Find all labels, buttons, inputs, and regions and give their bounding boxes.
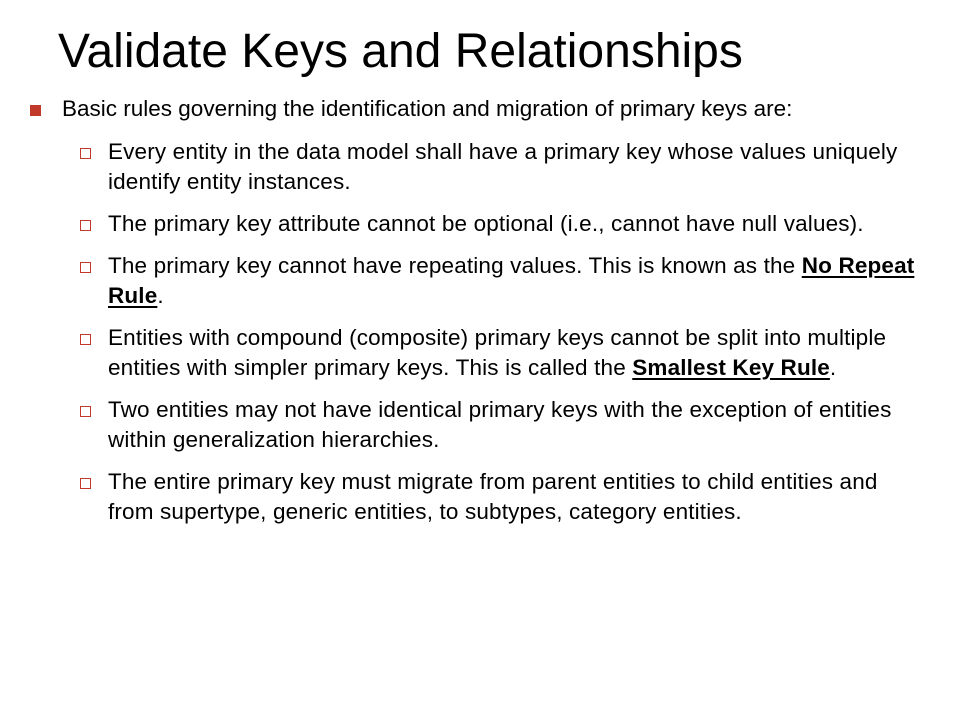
smallest-key-rule-name: Smallest Key Rule <box>632 355 830 380</box>
hollow-square-bullet-icon <box>80 148 91 159</box>
slide-title: Validate Keys and Relationships <box>58 25 743 78</box>
rule-text: The entire primary key must migrate from parent entities to child entities and from supertype, generic entities, to subtypes, category entities. <box>108 469 878 524</box>
hollow-square-bullet-icon <box>80 478 91 489</box>
rule-text-before: Entities with compound (composite) primary keys cannot be split into multiple entities with simpler primary keys. This is called the <box>108 325 887 380</box>
hollow-square-bullet-icon <box>80 262 91 273</box>
rule-item <box>28 137 928 197</box>
hollow-square-bullet-icon <box>80 334 91 345</box>
main-bullet-text: Basic rules governing the identification and migration of primary keys are: <box>62 96 793 121</box>
rule-text-after: . <box>829 355 837 380</box>
rule-text-before: The primary key cannot have repeating values. This is known as the <box>108 253 802 278</box>
rule-item <box>28 395 928 455</box>
rule-item <box>28 323 928 383</box>
rule-text: The primary key attribute cannot be optional (i.e., cannot have null values). <box>108 211 864 236</box>
rule-item <box>28 251 928 311</box>
hollow-square-bullet-icon <box>80 406 91 417</box>
hollow-square-bullet-icon <box>80 220 91 231</box>
rule-item <box>28 467 928 527</box>
main-bullet <box>28 94 928 124</box>
no-repeat-rule-name: No Repeat Rule <box>108 253 915 308</box>
square-bullet-icon <box>30 105 41 116</box>
rule-text: Every entity in the data model shall have a primary key whose values uniquely identify entity instances. <box>108 139 898 194</box>
rule-text: Two entities may not have identical primary keys with the exception of entities within generalization hierarchies. <box>108 397 892 452</box>
slide-content <box>28 94 928 539</box>
rule-text-after: . <box>157 283 164 308</box>
rules-list <box>28 137 928 527</box>
rule-item <box>28 209 928 239</box>
